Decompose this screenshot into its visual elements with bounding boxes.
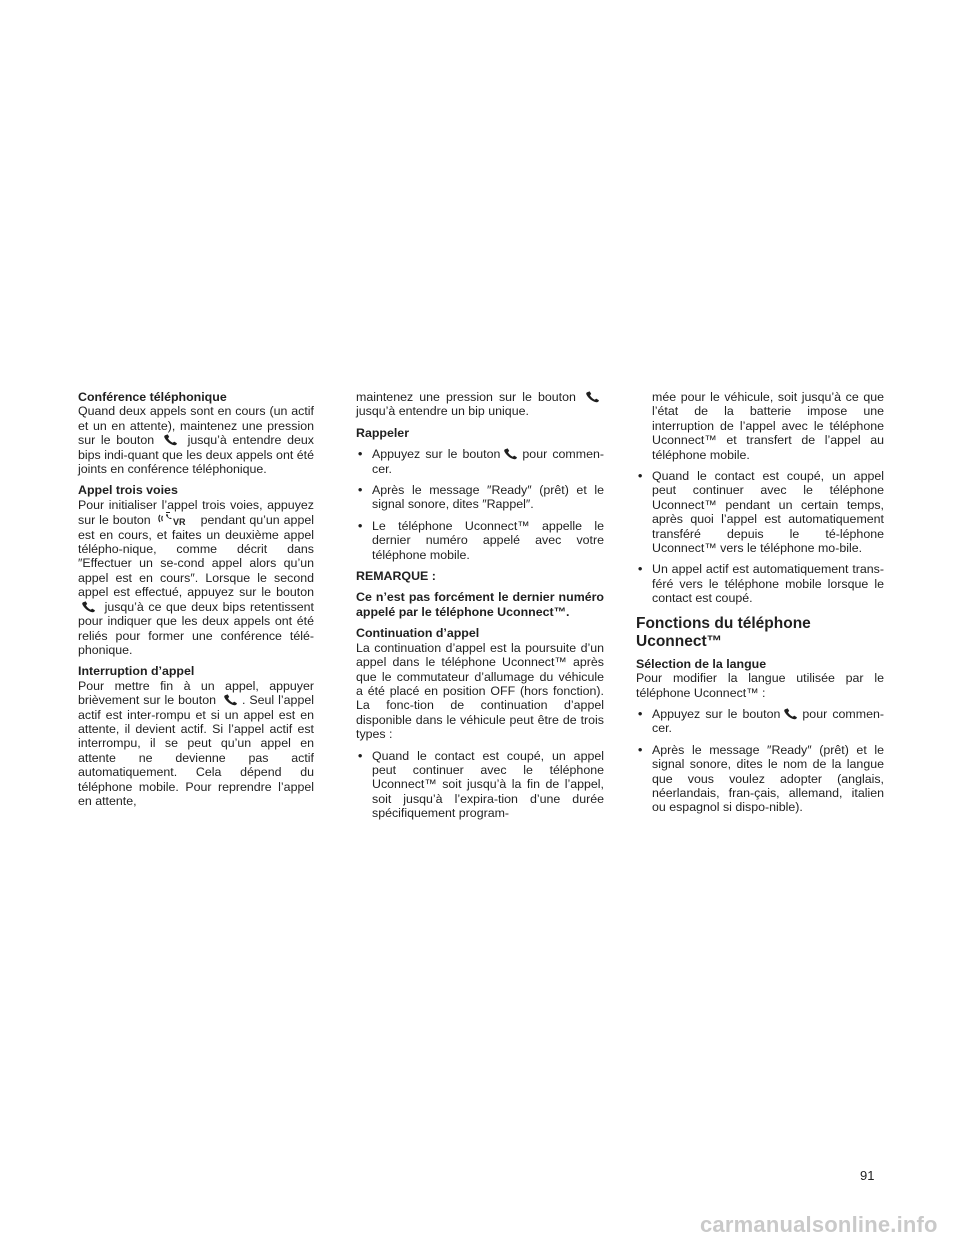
phone-icon	[81, 601, 97, 613]
language-paragraph: Sélection de la langue Pour modifier la langue utilisée par le téléphone Uconnect™ :	[636, 656, 884, 700]
list-item: • Appuyez sur le bouton pour commen-cer.	[638, 706, 884, 736]
list-item: • Le téléphone Uconnect™ appelle le dernier numéro appelé avec votre téléphone mobile.	[358, 518, 604, 562]
column-1	[78, 390, 314, 815]
voice-recognition-icon	[158, 512, 194, 526]
list-item: • Après le message ″Ready″ (prêt) et le signal sonore, dites le nom de la langue que vous voulez adopter (anglais, néerlandais, fran-çais, allemand, italien ou espagnol si dispo-nible).	[638, 742, 884, 815]
conference-heading: Conférence téléphonique	[78, 390, 227, 404]
list-item-continued: mée pour le véhicule, soit jusqu’à ce que l’état de la batterie impose une interruption de l’appel avec le téléphone Uconnect™ et transfert de l’appel au téléphone mobile.	[652, 390, 884, 462]
three-way-heading: Appel trois voies	[78, 483, 178, 498]
continuation-heading: Continuation d’appel	[356, 626, 480, 641]
phone-icon	[783, 708, 799, 720]
continuation-paragraph: Continuation d’appel La continuation d’appel est la poursuite d’un appel dans le téléphone Uconnect™ après que le commutateur d’allumage du véhicule a été placé en position OFF (hors fonction). La fonc-tion de continuation d’appel disponible dans le véhicule peut être de trois types :	[356, 626, 604, 742]
conference-paragraph: Conférence téléphonique Quand deux appels sont en cours (un actif et un en attente), maintenez une pression sur le bouton jusqu’à entendre deux bips indi-quant que les deux appels ont été joints en conférence téléphonique.	[78, 390, 315, 477]
interruption-paragraph: Interruption d’appel Pour mettre fin à un appel, appuyer brièvement sur le bouton . Seul l’appel actif est inter-rompu et si un appel est en attente, il devient actif. Si l’appel actif est interrompu, il se peut qu’un appel en attente ne devienne pas actif automatiquement. Cela dépend du téléphone mobile. Pour reprendre l’appel en attente,	[78, 664, 314, 808]
list-item: • Appuyez sur le bouton pour commen-cer.	[358, 447, 604, 476]
phone-icon	[585, 391, 601, 403]
column-3	[636, 390, 884, 822]
recall-steps	[356, 447, 604, 562]
note-label: REMARQUE :	[356, 569, 436, 584]
recall-heading: Rappeler	[356, 425, 410, 440]
phone-icon	[163, 434, 179, 446]
language-heading: Sélection de la langue	[636, 656, 767, 671]
page-number: 91	[860, 1168, 875, 1183]
list-item: • Un appel actif est automatiquement trans-féré vers le téléphone mobile lorsque le contact est coupé.	[638, 562, 884, 606]
continuation-types-continued	[636, 469, 884, 606]
three-way-paragraph: Appel trois voies Pour initialiser l’appel trois voies, appuyez sur le bouton VR pendant qu’un appel est en cours, et faites un deuxième appel télépho-nique, comme décrit dans ″Effectuer un se-cond appel alors qu’un appel est en cours″. Lorsque le second appel est effectué, appuyez sur le bouton jusqu’à ce que deux bips retentissent pour indiquer que les deux appels ont été reliés pour former une conférence télé-phonique.	[78, 483, 314, 657]
list-item: • Après le message ″Ready″ (prêt) et le signal sonore, dites ″Rappel″.	[358, 483, 604, 512]
phone-icon	[223, 694, 239, 706]
watermark: carmanualsonline.info	[700, 1212, 938, 1237]
section-heading: Fonctions du téléphone Uconnect™	[636, 614, 811, 650]
list-item: • Quand le contact est coupé, un appel peut continuer avec le téléphone Uconnect™ soit jusqu’à la fin de l’appel, soit jusqu’à l’expira-tion d’une durée spécifiquement program-	[358, 748, 604, 821]
interruption-continued: maintenez une pression sur le bouton jusqu’à entendre un bip unique.	[356, 390, 604, 419]
language-steps	[636, 707, 884, 815]
continuation-types	[356, 749, 604, 821]
column-2	[356, 390, 604, 828]
interruption-heading: Interruption d’appel	[78, 664, 195, 679]
svg-text:VR: VR	[172, 517, 186, 527]
note-text: Ce n’est pas forcément le dernier numéro appelé par le téléphone Uconnect™.	[356, 590, 604, 619]
list-item: • Quand le contact est coupé, un appel peut continuer avec le téléphone Uconnect™ pendant un certain temps, après quoi l’appel est automatiquement transféré depuis le té-léphone Uconnect™ vers le téléphone mo-bile.	[638, 469, 884, 556]
phone-icon	[503, 448, 519, 460]
